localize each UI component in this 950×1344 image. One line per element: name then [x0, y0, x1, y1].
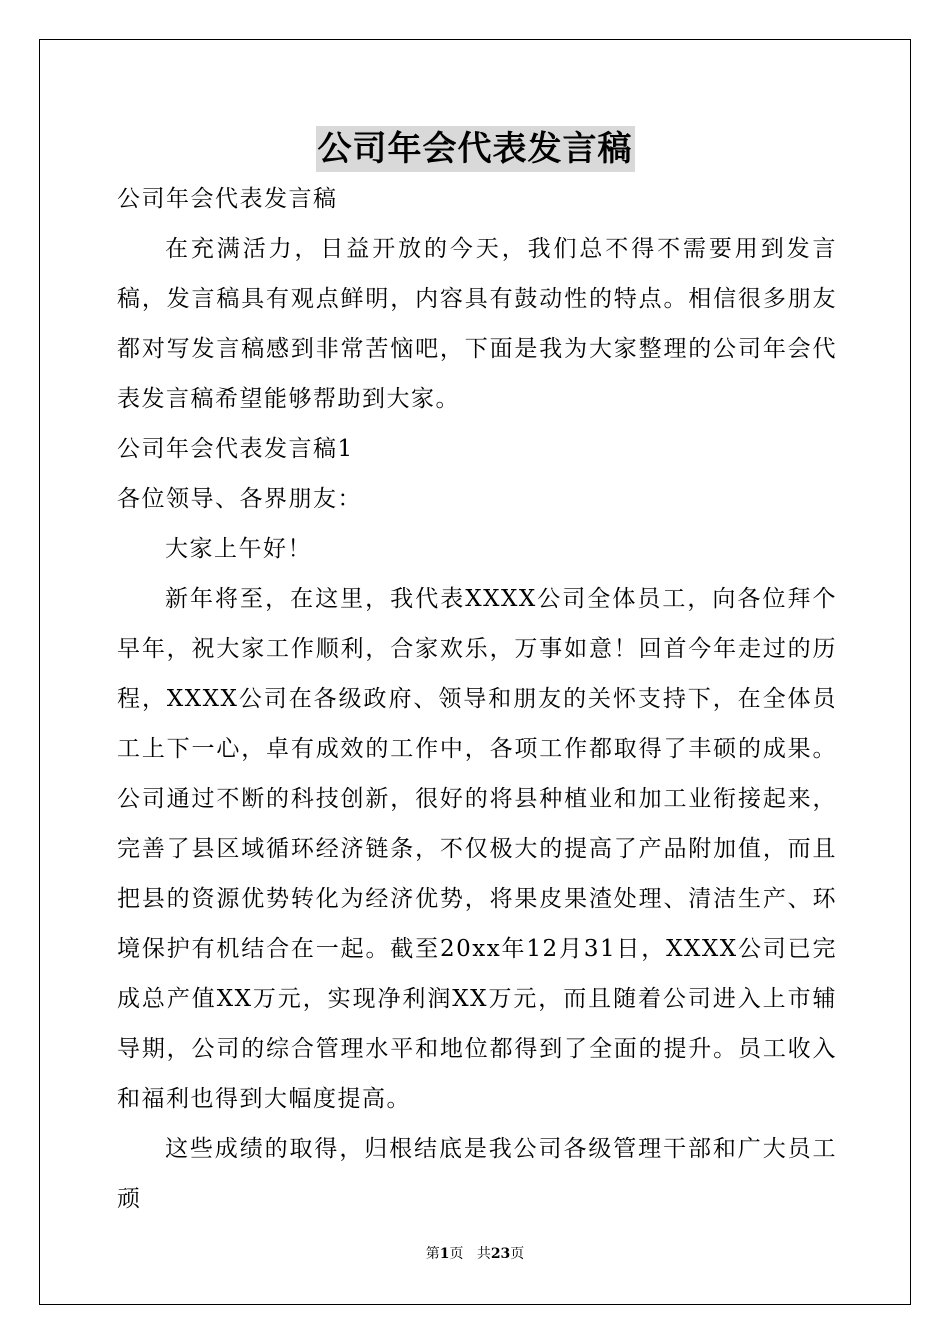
document-title: 公司年会代表发言稿: [316, 126, 635, 172]
page-prefix: 第: [425, 1246, 440, 1262]
total-pages: 23: [490, 1246, 511, 1262]
paragraph: 公司年会代表发言稿: [117, 186, 338, 212]
document-body: [117, 174, 837, 1224]
paragraph: 大家上午好！: [165, 536, 312, 562]
total-suffix: 页: [510, 1246, 525, 1262]
total-prefix: 共: [476, 1246, 491, 1262]
page-footer: [0, 1244, 950, 1264]
paragraph: 在充满活力，日益开放的今天，我们总不得不需要用到发言稿，发言稿具有观点鲜明，内容具有鼓动性的特点。相信很多朋友都对写发言稿感到非常苦恼吧，下面是我为大家整理的公司年会代表发言稿希望能够帮助到大家。: [117, 236, 837, 412]
paragraph: 新年将至，在这里，我代表XXXX公司全体员工，向各位拜个早年，祝大家工作顺利，合家欢乐，万事如意！回首今年走过的历程，XXXX公司在各级政府、领导和朋友的关怀支持下，在全体员工上下一心，卓有成效的工作中，各项工作都取得了丰硕的成果。公司通过不断的科技创新，很好的将县种植业和加工业衔接起来，完善了县区域循环经济链条，不仅极大的提高了产品附加值，而且把县的资源优势转化为经济优势，将果皮果渣处理、清洁生产、环境保护有机结合在一起。截至20xx年12月31日，XXXX公司已完成总产值XX万元，实现净利润XX万元，而且随着公司进入上市辅导期，公司的综合管理水平和地位都得到了全面的提升。员工收入和福利也得到大幅度提高。: [117, 586, 837, 1112]
paragraph: 这些成绩的取得，归根结底是我公司各级管理干部和广大员工顽: [117, 1136, 837, 1212]
page-number: 1: [439, 1246, 450, 1262]
paragraph: 各位领导、各界朋友：: [117, 486, 362, 512]
paragraph: 公司年会代表发言稿1: [117, 436, 354, 462]
page-suffix: 页: [449, 1246, 464, 1262]
title-container: [0, 126, 950, 172]
